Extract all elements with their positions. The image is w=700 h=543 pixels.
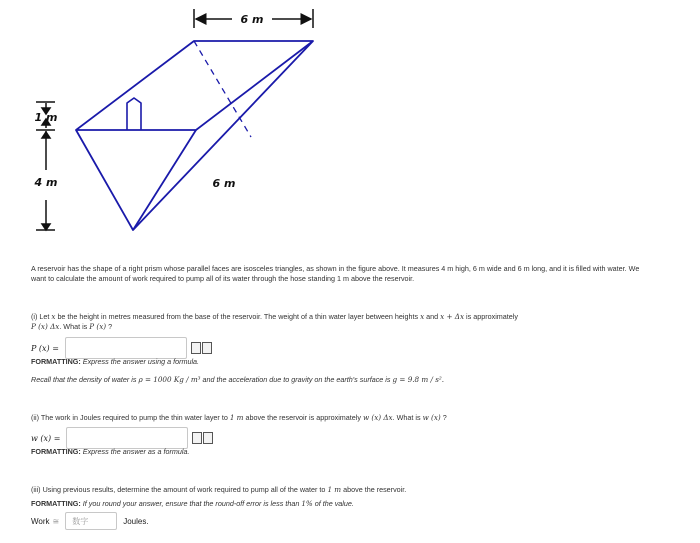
width-dimension bbox=[194, 9, 313, 28]
prism-hidden-edge bbox=[194, 41, 251, 137]
formula-editor-icon[interactable] bbox=[192, 432, 213, 444]
part1-recall: Recall that the density of water is ρ = 1000 Kg / m³ and the acceleration due to gravity on the earth's surface is g = 9.8 m / s². bbox=[31, 375, 445, 384]
part1-answer-label: P (x) = bbox=[31, 343, 59, 353]
part1-question: (i) Let x be the height in metres measured from the base of the reservoir. The weight of a thin water layer between heights x and x + Δx is approximately P (x) Δx. What is P (x) ? bbox=[31, 312, 518, 331]
p-of-x-input[interactable] bbox=[65, 337, 187, 359]
approx-icon: ≅ bbox=[52, 516, 60, 526]
part3-question: (iii) Using previous results, determine the amount of work required to pump all of the water to 1 m above the reservoir. bbox=[31, 485, 407, 494]
part2-question: (ii) The work in Joules required to pump the thin water layer to 1 m above the reservoir is approximately w (x) Δx. What is w (x) ? bbox=[31, 413, 447, 422]
part2-answer-label: w (x) = bbox=[31, 433, 61, 443]
part2-answer-row bbox=[31, 427, 213, 449]
part1-answer-row bbox=[31, 337, 212, 359]
problem-intro: A reservoir has the shape of a right prism whose parallel faces are isosceles triangles, as shown in the figure above. It measures 4 m high, 6 m wide and 6 m long, and it is filled with water. We want to calculate the amount of work required to pump all of its water through the hose standing 1 m above the reservoir. bbox=[31, 264, 640, 283]
work-label: Work bbox=[31, 516, 50, 526]
part3-formatting: FORMATTING: If you round your answer, ensure that the round-off error is less than 1% of the value. bbox=[31, 499, 354, 508]
length-label: 6 m bbox=[212, 177, 236, 190]
prism-front-triangle bbox=[76, 130, 196, 230]
height-label-1m: 1 m bbox=[34, 111, 58, 124]
prism-bottom-edge bbox=[133, 41, 313, 230]
part1-formatting: FORMATTING: Express the answer using a formula. bbox=[31, 357, 200, 366]
reservoir-figure bbox=[0, 0, 700, 260]
width-label: 6 m bbox=[240, 13, 264, 26]
work-unit: Joules. bbox=[123, 516, 149, 526]
formula-editor-icon[interactable] bbox=[191, 342, 212, 354]
part2-formatting: FORMATTING: Express the answer as a formula. bbox=[31, 447, 190, 456]
work-input[interactable] bbox=[65, 512, 117, 530]
w-of-x-input[interactable] bbox=[66, 427, 188, 449]
work-answer-row bbox=[31, 512, 149, 530]
prism-top-face bbox=[76, 41, 313, 130]
hose bbox=[127, 98, 141, 130]
prism bbox=[76, 41, 313, 230]
work-placeholder: 数字 bbox=[72, 516, 89, 526]
height-label-4m: 4 m bbox=[34, 176, 58, 189]
